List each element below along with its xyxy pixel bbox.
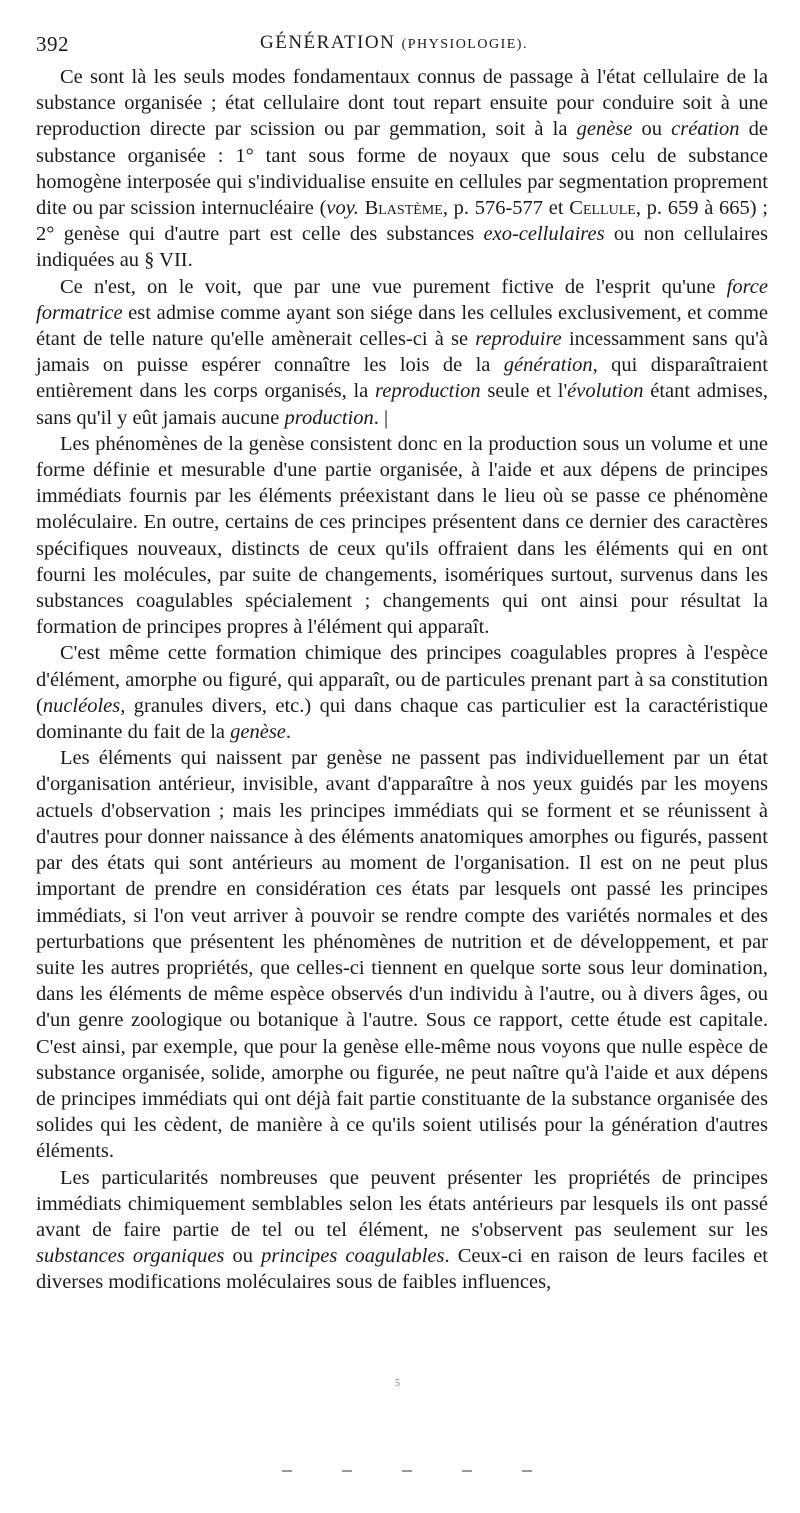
dash-mark xyxy=(282,1470,292,1472)
paragraph-4: C'est même cette formation chimique des principes coagulables propres à l'espèce d'élément, amorphe ou figuré, qui apparaît, ou de particules prenant part à sa constitution (nucléoles, granules divers, etc.) qui dans chaque cas particulier est la caractéristique dominante du fait de la genèse. xyxy=(36,642,768,744)
running-title xyxy=(260,32,528,54)
book-page xyxy=(36,28,768,1296)
dash-mark xyxy=(522,1470,532,1472)
page-number: 392 xyxy=(36,32,69,56)
running-title-main: GÉNÉRATION xyxy=(260,32,396,53)
dash-mark xyxy=(402,1470,412,1472)
dash-mark xyxy=(462,1470,472,1472)
paragraph-1: Ce sont là les seuls modes fondamentaux connus de passage à l'état cellulaire de la substance organisée ; état cellulaire dont tout repart ensuite pour conduire soit à une reproduction directe par scission ou par gemmation, soit à la genèse ou création de substance organisée : 1° tant sous forme de noyaux que sous celu de substance homogène interposée qui s'individualise ensuite en cellules par segmentation proprement dite ou par scission internucléaire (voy. Blastème, p. 576-577 et Cellule, p. 659 à 665) ; 2° genèse qui d'autre part est celle des substances exo-cellulaires ou non cellulaires indiquées au § VII. xyxy=(36,66,769,272)
running-title-sub: (PHYSIOLOGIE). xyxy=(401,37,528,52)
footer-mark: 5 xyxy=(395,1378,400,1389)
paragraph-3: Les phénomènes de la genèse consistent donc en la production sous un volume et une forme définie et mesurable d'une partie organisée, à l'aide et aux dépens de principes immédiats fournis par les éléments préexistant dans le lieu où se passe ce phénomène moléculaire. En outre, certains de ces principes présentent dans ce dernier des caractères spécifiques nouveaux, distincts de ceux qu'ils offraient dans les éléments qui en ont fourni les molécules, par suite de changements, isomériques surtout, survenus dans les substances coagulables spécialement ; changements qui ont ainsi pour résultat la formation de principes propres à l'élément qui apparaît. xyxy=(36,432,768,639)
dash-mark xyxy=(342,1470,352,1472)
running-header xyxy=(36,28,768,62)
paragraph-6: Les particularités nombreuses que peuvent présenter les propriétés de principes immédiats chimiquement semblables selon les états antérieurs par lesquels ils ont passé avant de faire partie de tel ou tel élément, ne s'observent pas seulement sur les substances organiques ou principes coagulables. Ceux-ci en raison de leurs faciles et diverses modifications moléculaires sous de faibles influences, xyxy=(36,1166,769,1294)
bottom-dash-row xyxy=(282,1470,532,1472)
body-text xyxy=(36,64,768,1296)
paragraph-5: Les éléments qui naissent par genèse ne passent pas individuellement par un état d'organisation antérieur, invisible, avant d'apparaître à nos yeux guidés par les moyens actuels d'observation ; mais les principes immédiats qui se forment et se réunissent à d'autres pour donner naissance à des éléments anatomiques amorphes ou figurés, passent par des états qui sont antérieurs au moment de l'organisation. Il est on ne peut plus important de prendre en considération ces états par lesquels ont passé les principes immédiats, si l'on veut arriver à pouvoir se rendre compte des variétés normales et des perturbations que présentent les phénomènes de nutrition et de développement, et par suite les autres propriétés, que celles-ci tiennent en quelque sorte sous leur domination, dans les éléments de même espèce observés d'un individu à l'autre, ou à divers âges, ou d'un genre zoologique ou botanique à l'autre. Sous ce rapport, cette étude est capitale. C'est ainsi, par exemple, que pour la genèse elle-même nous voyons que nulle espèce de substance organisée, solide, amorphe ou figurée, ne peut naître qu'à l'aide et aux dépens de principes immédiats qui ont déjà fait partie constituante de la substance organisée des solides qui les cèdent, de manière à ce qu'ils soient utilisés pour la génération d'autres éléments. xyxy=(36,747,768,1163)
paragraph-2: Ce n'est, on le voit, que par une vue purement fictive de l'esprit qu'une force formatrice est admise comme ayant son siége dans les cellules exclusivement, et comme étant de telle nature qu'elle amènerait celles-ci à se reproduire incessamment sans qu'à jamais on puisse espérer connaître les lois de la génération, qui disparaîtraient entièrement dans les corps organisés, la reproduction seule et l'évolution étant admises, sans qu'il y eût jamais aucune production. | xyxy=(36,275,769,429)
